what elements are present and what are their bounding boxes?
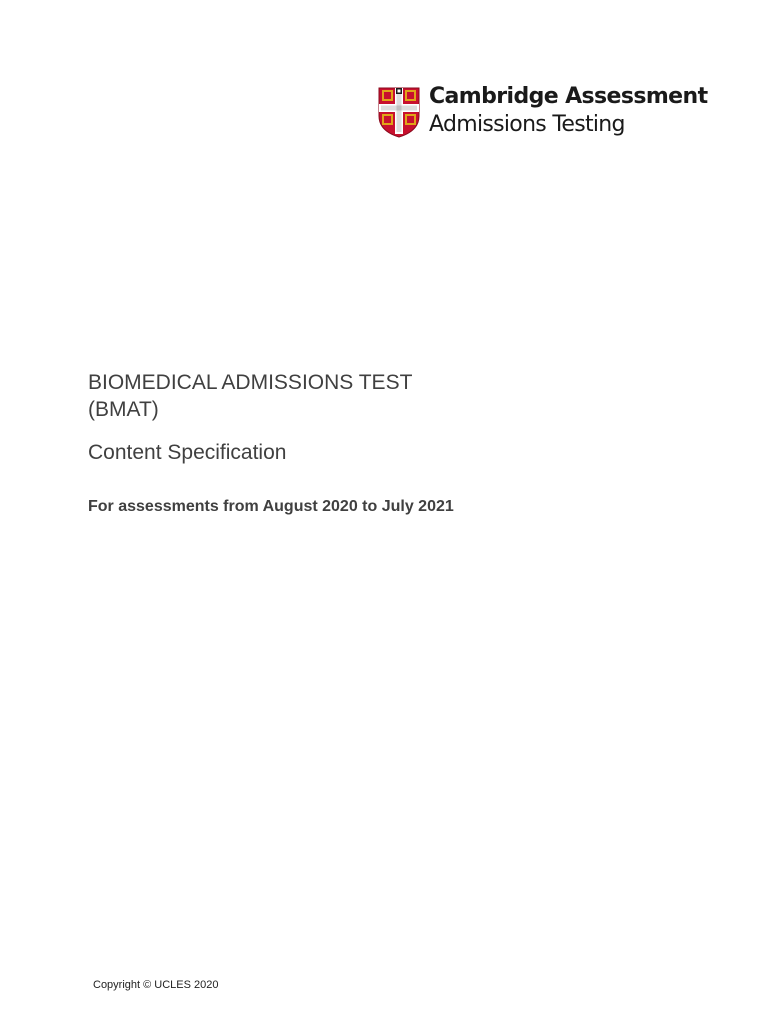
logo-line-2: Admissions Testing bbox=[429, 112, 625, 137]
title-line-2: (BMAT) bbox=[88, 398, 159, 421]
document-subtitle: Content Specification bbox=[88, 441, 287, 464]
cambridge-assessment-logo bbox=[377, 84, 707, 144]
title-line-1: BIOMEDICAL ADMISSIONS TEST bbox=[88, 371, 413, 394]
assessment-dates: For assessments from August 2020 to July 2021 bbox=[88, 498, 454, 515]
logo-line-1: Cambridge Assessment bbox=[429, 84, 708, 109]
university-crest-icon bbox=[377, 86, 421, 138]
copyright-notice: Copyright © UCLES 2020 bbox=[93, 979, 219, 991]
document-title bbox=[88, 369, 508, 423]
